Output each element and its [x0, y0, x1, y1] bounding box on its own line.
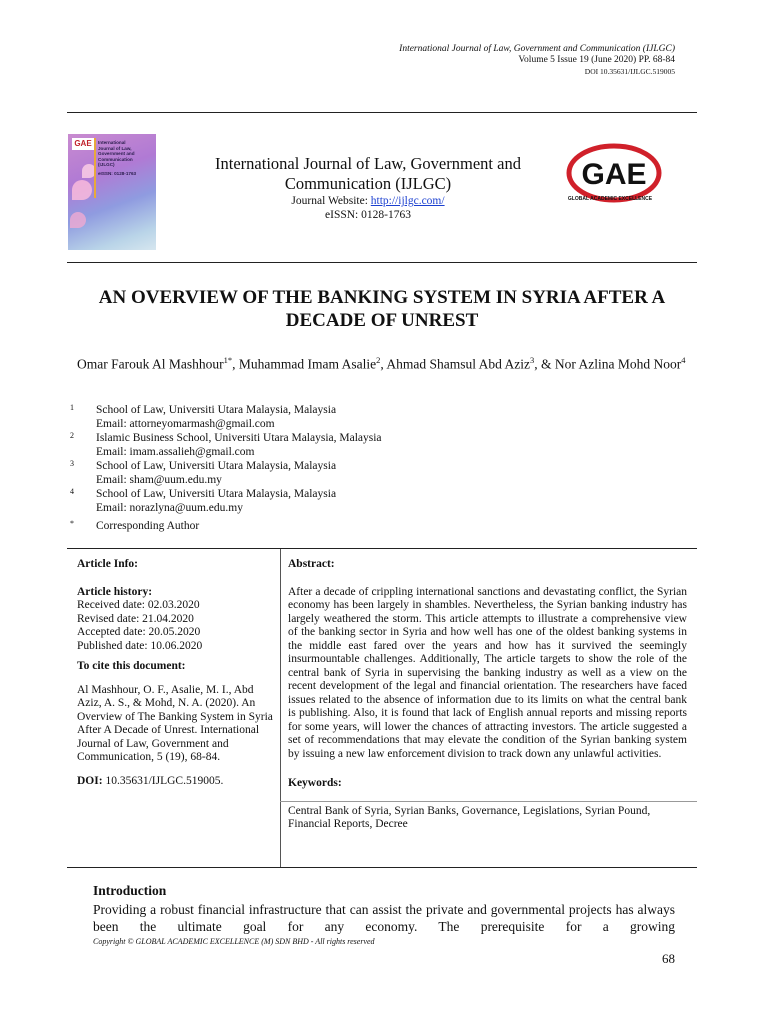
- cover-title: [98, 140, 154, 177]
- affiliation-email: Email: sham@uum.edu.my: [96, 473, 222, 486]
- affiliation-institution: Islamic Business School, Universiti Utara Malaysia, Malaysia: [96, 432, 382, 444]
- cover-line: eISSN: 0128-1763: [98, 170, 137, 176]
- doi-line: [77, 775, 277, 789]
- affiliation-email: Email: norazlyna@uum.edu.my: [96, 501, 243, 514]
- journal-eissn: eISSN: 0128-1763: [325, 209, 411, 221]
- doi-value: 10.35631/IJLGC.519005.: [102, 774, 224, 787]
- cite-heading: To cite this document:: [77, 660, 186, 672]
- journal-website-label: Journal Website:: [291, 195, 371, 207]
- revised-date: Revised date: 21.04.2020: [77, 612, 194, 625]
- cover-line: (IJLGC): [98, 162, 115, 168]
- author-name: , Muhammad Imam Asalie: [232, 356, 377, 372]
- cover-line: International: [98, 140, 126, 145]
- affiliation-institution: School of Law, Universiti Utara Malaysia, Malaysia: [96, 460, 337, 472]
- affiliation-number: *: [70, 519, 74, 528]
- article-info-heading: Article Info:: [77, 558, 138, 570]
- author-affil-mark: 3: [529, 355, 535, 365]
- affiliation-institution: School of Law, Universiti Utara Malaysia, Malaysia: [96, 488, 337, 500]
- cover-accent-bar: [94, 138, 96, 198]
- journal-website-link[interactable]: http://ijlgc.com/: [370, 195, 445, 207]
- affiliation-email: Email: imam.assalieh@gmail.com: [96, 445, 255, 458]
- running-head-doi: DOI 10.35631/IJLGC.519005: [584, 67, 675, 76]
- running-head-volume: Volume 5 Issue 19 (June 2020) PP. 68-84: [518, 55, 675, 65]
- paper-title-line: AN OVERVIEW OF THE BANKING SYSTEM IN SYRIA AFTER A: [98, 287, 666, 308]
- affiliation-number: 3: [70, 459, 74, 468]
- affiliation-corresponding: Corresponding Author: [96, 520, 200, 532]
- published-date: Published date: 10.06.2020: [77, 639, 203, 652]
- article-info-column: [77, 558, 277, 788]
- paper-title-line: DECADE OF UNREST: [285, 310, 479, 331]
- gae-publisher-logo: [566, 143, 664, 207]
- article-info-table: [67, 548, 697, 868]
- author-name: Omar Farouk Al Mashhour: [77, 356, 224, 372]
- affiliation-number: 1: [70, 403, 74, 412]
- received-date: Received date: 02.03.2020: [77, 599, 200, 611]
- introduction-text: Providing a robust financial infrastructure that can assist the private and governmental projects has always been the ultimate goal for any economy. The prerequisite for a growing: [93, 902, 675, 934]
- affiliation-number: 4: [70, 487, 74, 496]
- abstract-column: [288, 558, 687, 832]
- affiliation-number: 2: [70, 431, 74, 440]
- cover-line: Government and: [98, 151, 135, 157]
- header-rule-bottom: [67, 262, 697, 263]
- affiliation-institution: School of Law, Universiti Utara Malaysia, Malaysia: [96, 404, 337, 416]
- keywords-text: Central Bank of Syria, Syrian Banks, Governance, Legislations, Syrian Pound, Financial Reports, Decree: [288, 804, 651, 830]
- author-affil-mark: 4: [681, 355, 686, 365]
- author-name: , Ahmad Shamsul Abd Aziz: [380, 356, 530, 372]
- column-divider: [280, 549, 281, 867]
- cover-line: Communication: [98, 156, 133, 162]
- paper-title: [67, 286, 697, 332]
- keywords-rule: [280, 801, 697, 802]
- journal-meta: [180, 194, 556, 222]
- keywords-heading: Keywords:: [288, 777, 342, 789]
- abstract-heading: Abstract:: [288, 558, 335, 570]
- author-list: [77, 352, 690, 373]
- journal-title: International Journal of Law, Government and Communication (IJLGC): [215, 154, 521, 193]
- article-history-heading: Article history:: [77, 585, 153, 598]
- journal-cover-image: [68, 134, 156, 250]
- page-number: 68: [662, 951, 675, 966]
- author-affil-mark: 1*: [223, 355, 233, 365]
- doi-label: DOI:: [77, 774, 103, 787]
- accepted-date: Accepted date: 20.05.2020: [77, 626, 201, 638]
- citation-text: Al Mashhour, O. F., Asalie, M. I., Abd Aziz, A. S., & Mohd, N. A. (2020). An Overview of The Banking System in Syria After A Decade of Unrest. International Journal of Law, Government and Communication, 5 (19), 68-84.: [77, 683, 273, 763]
- header-rule-top: [67, 112, 697, 113]
- gae-logo-letters: GAE: [581, 158, 647, 191]
- cover-logo: GAE: [72, 138, 94, 150]
- cover-flower-decoration: [70, 212, 86, 228]
- cover-flower-decoration: [72, 180, 92, 200]
- author-affil-mark: 2: [376, 355, 381, 365]
- introduction-heading: Introduction: [93, 883, 167, 898]
- running-head: [399, 44, 675, 77]
- running-head-journal: International Journal of Law, Government and Communication (IJLGC): [399, 44, 675, 54]
- gae-logo-caption: GLOBAL ACADEMIC EXCELLENCE: [567, 196, 653, 202]
- abstract-text: After a decade of crippling international sanctions and devastating conflict, the Syrian economy has been largely in shambles. Nevertheless, the Syrian banking industry has largely weathered the storm. This article attempts to illustrate a comprehensive view of the banking sector in Syria and how well has one of the oldest banking systems in the middle east fared over the years and how has it survived the seemingly insurmountable challenges. Additionally, The article targets to show the role of the central bank of Syria in supervising the banking industry as well as a view on the recent development of the legal and financial orientation. The researchers have faced issues related to the absence of information due to its limits on what the central bank is publishing. Also, it is found that lack of English annual reports and missing reports for some years, will lower the chances of attracting investors. The article suggested a set of recommendations that may elevate the condition of the Syrian banking system by issuing a new law enforcement division to track down any unlawful activities.: [288, 585, 687, 760]
- author-name: , & Nor Azlina Mohd Noor: [534, 356, 682, 372]
- cover-line: Journal of Law,: [98, 145, 132, 151]
- copyright-notice: Copyright © GLOBAL ACADEMIC EXCELLENCE (M) SDN BHD - All rights reserved: [93, 937, 375, 946]
- affiliation-email: Email: attorneyomarmash@gmail.com: [96, 417, 275, 430]
